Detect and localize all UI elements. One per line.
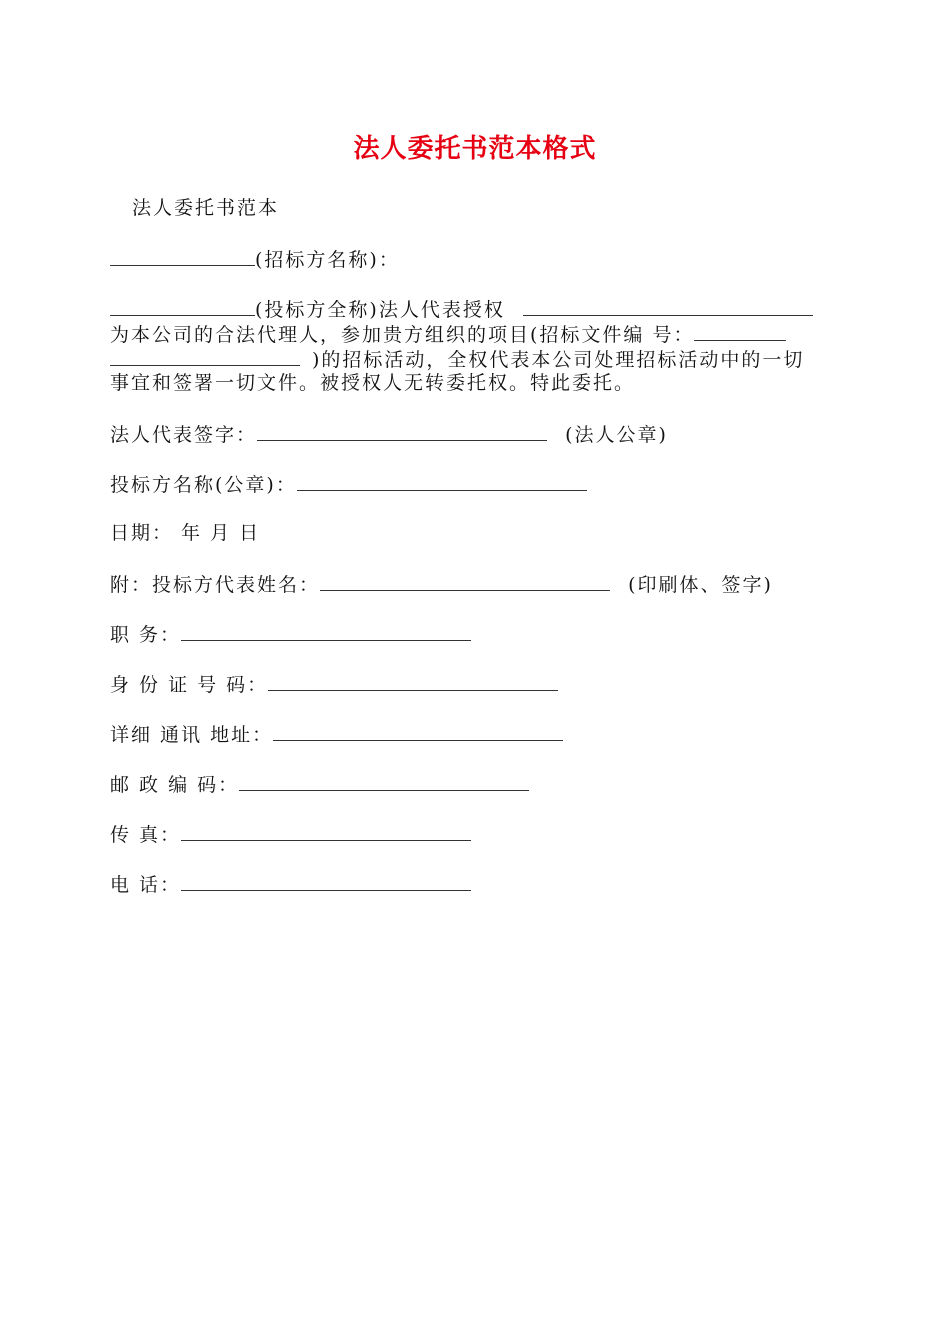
- signature-suffix: (法人公章): [565, 424, 668, 446]
- position-blank[interactable]: [181, 620, 471, 641]
- fax-blank[interactable]: [181, 820, 471, 841]
- bidder-fullname-blank[interactable]: [110, 295, 255, 316]
- address-blank[interactable]: [273, 720, 563, 741]
- address-row: [110, 720, 563, 748]
- signature-label: 法人代表签字：: [110, 424, 258, 446]
- tenderer-name-blank[interactable]: [110, 245, 255, 266]
- postcode-blank[interactable]: [239, 770, 529, 791]
- bidder-name-blank[interactable]: [297, 470, 587, 491]
- phone-row: [110, 870, 471, 898]
- phone-label: 电 话：: [110, 874, 182, 896]
- bidder-name-row: [110, 470, 587, 498]
- id-number-label: 身 份 证 号 码：: [110, 674, 269, 696]
- representative-label: 附：投标方代表姓名：: [110, 574, 321, 596]
- tender-doc-number-blank-2[interactable]: [110, 345, 300, 366]
- agent-name-blank[interactable]: [523, 295, 813, 316]
- authorization-line-1: [110, 295, 813, 323]
- representative-blank[interactable]: [320, 570, 610, 591]
- representative-row: [110, 570, 773, 598]
- address-label: 详细 通讯 地址：: [110, 724, 274, 746]
- position-row: [110, 620, 471, 648]
- bidder-name-label: 投标方名称(公章)：: [110, 474, 297, 496]
- fax-label: 传 真：: [110, 824, 182, 846]
- salutation-suffix: (招标方名称)：: [255, 249, 400, 271]
- id-number-blank[interactable]: [268, 670, 558, 691]
- id-number-row: [110, 670, 558, 698]
- fax-row: [110, 820, 471, 848]
- signature-row: [110, 420, 668, 448]
- tender-doc-number-blank-1[interactable]: [694, 320, 786, 341]
- date-row: 日期： 年 月 日: [110, 522, 261, 544]
- phone-blank[interactable]: [181, 870, 471, 891]
- authorization-text-2: 为本公司的合法代理人，参加贵方组织的项目(招标文件编 号：: [110, 324, 695, 346]
- authorization-line-3: [110, 345, 804, 373]
- document-subtitle: 法人委托书范本: [132, 197, 280, 219]
- position-label: 职 务：: [110, 624, 182, 646]
- postcode-label: 邮 政 编 码：: [110, 774, 240, 796]
- authorization-line-4: 事宜和签署一切文件。被授权人无转委托权。特此委托。: [110, 372, 636, 394]
- salutation-line: [110, 245, 400, 273]
- document-title: 法人委托书范本格式: [353, 134, 597, 164]
- representative-suffix: (印刷体、签字): [628, 574, 773, 596]
- authorization-line-2: [110, 320, 786, 348]
- signature-blank[interactable]: [257, 420, 547, 441]
- authorization-text-1: (投标方全称)法人代表授权: [255, 299, 505, 321]
- authorization-text-3: )的招标活动，全权代表本公司处理招标活动中的一切: [312, 349, 805, 371]
- postcode-row: [110, 770, 529, 798]
